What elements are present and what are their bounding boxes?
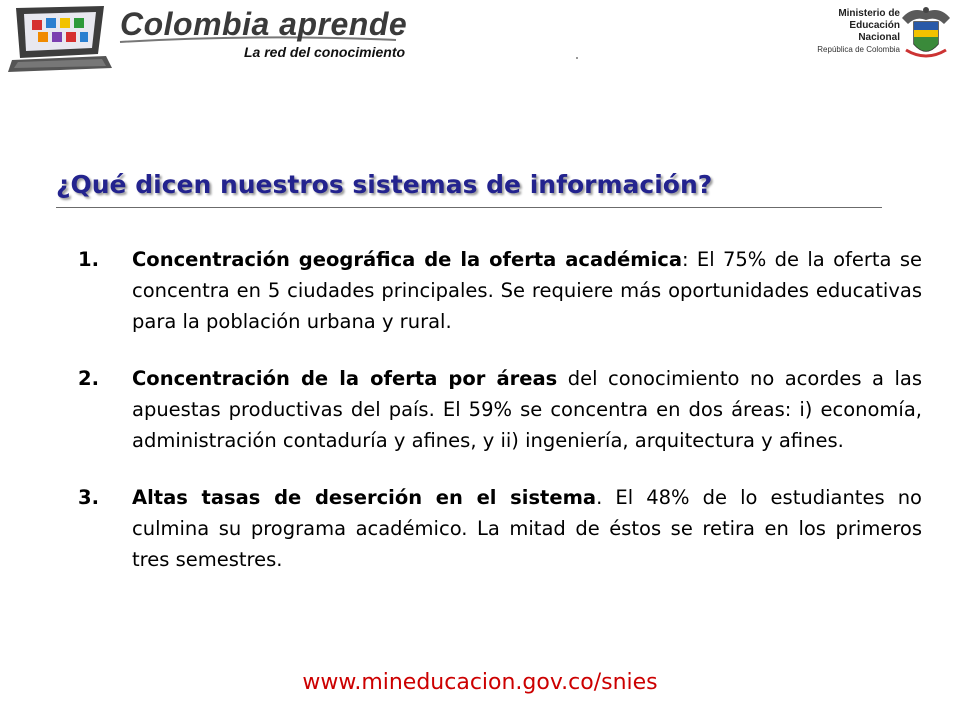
ministry-line-4: República de Colombia xyxy=(817,45,900,54)
item-body: . El 48% de lo estudiantes no culmina su programa académico. La mitad de éstos se retira en los primeros tres semestres. xyxy=(132,486,922,571)
list-item xyxy=(78,363,922,456)
ministry-line-3: Nacional xyxy=(858,32,900,43)
item-text xyxy=(132,363,922,456)
colombia-aprende-logo xyxy=(8,4,408,74)
ministry-line-2: Educación xyxy=(849,20,900,31)
item-body: : El 75% de la oferta se concentra en 5 ciudades principales. Se requiere más oportunidades educativas para la población urbana y rural. xyxy=(132,248,922,333)
ministry-line-1: Ministerio de xyxy=(838,8,900,19)
item-number: 1. xyxy=(78,248,99,271)
item-body: del conocimiento no acordes a las apuestas productivas del país. El 59% se concentra en dos áreas: i) economía, administración contaduría y afines, y ii) ingeniería, arquitectura y afines. xyxy=(132,367,923,452)
item-number: 2. xyxy=(78,367,99,390)
brand-subtitle: La red del conocimiento xyxy=(244,44,406,60)
title-divider xyxy=(56,207,882,208)
ministry-label xyxy=(750,8,900,56)
page-title: ¿Qué dicen nuestros sistemas de información? xyxy=(56,170,713,199)
item-heading: Altas tasas de deserción en el sistema xyxy=(132,486,597,509)
laptop-logo-icon xyxy=(8,4,118,74)
footer-url-link[interactable]: www.mineducacion.gov.co/snies xyxy=(302,670,658,695)
coat-of-arms-icon xyxy=(898,4,954,64)
list-item xyxy=(78,482,922,575)
brand-title: Colombia aprende xyxy=(120,6,408,42)
item-text xyxy=(132,482,922,575)
decorative-dot xyxy=(576,57,578,59)
list-item xyxy=(78,244,922,337)
item-heading: Concentración geográfica de la oferta académica xyxy=(132,248,683,271)
item-number: 3. xyxy=(78,486,99,509)
item-heading: Concentración de la oferta por áreas xyxy=(132,367,558,390)
findings-list xyxy=(78,244,922,601)
item-text xyxy=(132,244,922,337)
